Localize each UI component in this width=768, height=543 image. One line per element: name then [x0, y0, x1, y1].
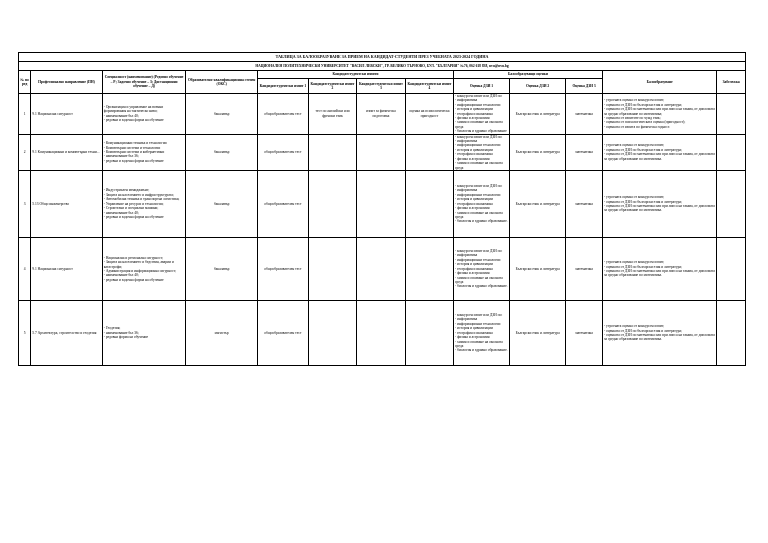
- row-notes: [717, 134, 746, 170]
- row-exam-4: [405, 300, 453, 365]
- row-dzi-1: - конкурсен изпит или ДЗИ по: - информатика - информационни технологии - история и цивилизации - география и икономика - физика и астрономия - химия и опазване на околната среда - биология и здравно образование.: [453, 237, 509, 300]
- header-degree: Образователно-квалификационна степен (ОКС): [186, 71, 257, 94]
- header-dzi-3: Оценка ДЗИ 3: [566, 79, 603, 94]
- header-grades-group: Балообразуващи оценки: [453, 71, 602, 79]
- header-specialty: Специалност (наименование) (Редовно обучение – Р; Задочно обучение – З; Дистанционно обучение – Д): [102, 71, 186, 94]
- row-field: 5.7 Архитектура, строителство и геодезия: [31, 300, 102, 365]
- row-degree: бакалавър: [186, 237, 257, 300]
- row-exam-4: оценка на психологическа пригодност: [405, 94, 453, 135]
- row-num: 1: [19, 94, 31, 135]
- row-exam-3: [356, 237, 405, 300]
- row-exam-2: тест по английски или френски език: [308, 94, 356, 135]
- admission-scoring-table: [18, 52, 746, 366]
- header-exam-1: Кандидатстудентски изпит 1: [257, 79, 308, 94]
- row-dzi-1: - конкурсен изпит или ДЗИ по: - информатика - информационни технологии - история и цивилизации - география и икономика - физика и астрономия - химия и опазване на околната среда - биология и здравно образование.: [453, 300, 509, 365]
- row-num: 4: [19, 237, 31, 300]
- row-num: 3: [19, 170, 31, 237]
- row-dzi-3: математика: [566, 94, 603, 135]
- row-dzi-2: Български език и литература: [510, 94, 566, 135]
- row-specialty: - Национална и регионална сигурност; - Защита на населението и бедствия, аварии и катастрофи; - Администрация и информационна сигурност; - наименование бьз 40; - редовна и задочна форма на обучение: [102, 237, 186, 300]
- row-exam-3: [356, 300, 405, 365]
- row-degree: бакалавър: [186, 94, 257, 135]
- header-exam-3: Кандидатстудентски изпит 3: [356, 79, 405, 94]
- row-exam-1: общообразователен тест: [257, 94, 308, 135]
- header-exams-group: Кандидатстудентски изпити: [257, 71, 453, 79]
- row-num: 5: [19, 300, 31, 365]
- row-field: 9.1 Национална сигурност: [31, 94, 102, 135]
- table-row: [19, 300, 746, 365]
- row-dzi-3: математика: [566, 170, 603, 237]
- row-dzi-2: Български език и литература: [510, 170, 566, 237]
- row-dzi-3: математика: [566, 300, 603, 365]
- row-dzi-2: Български език и литература: [510, 134, 566, 170]
- row-exam-3: изпит за физическа подготовка: [356, 94, 405, 135]
- row-notes: [717, 94, 746, 135]
- row-notes: [717, 300, 746, 365]
- row-exam-1: общообразователен тест: [257, 134, 308, 170]
- row-scoring: - утроената оценка от конкурсен изпит; - оценката от ДЗИ по български език и литература; - оценката от ДЗИ по математика или при липса на такава, от дипломата за средно образование по математика.: [602, 134, 716, 170]
- row-exam-4: [405, 170, 453, 237]
- header-dzi-2: Оценка ДЗИ 2: [510, 79, 566, 94]
- university-subtitle: НАЦИОНАЛЕН ПОЛИТЕХНИЧЕСКИ УНИВЕРСИТЕТ "ВАСИЛ ЛЕВСКИ", ГР. ВЕЛИКО ТЪРНОВО, БУЛ. "БЪЛГАРИЯ" №76, 062 618 838, nvu@nvu.bg: [19, 62, 746, 71]
- row-dzi-2: Български език и литература: [510, 300, 566, 365]
- row-specialty: - Комуникационни техника и технологии - Компютърни системи и технологии - Компютърни системи и кибернетични - наименование бьз 36; - редовна и задочна форма на обучение: [102, 134, 186, 170]
- row-degree: бакалавър: [186, 170, 257, 237]
- row-degree: магистър: [186, 300, 257, 365]
- row-dzi-2: Български език и литература: [510, 237, 566, 300]
- row-dzi-1: - конкурсен изпит или ДЗИ по: - информатика - информационни технологии - история и цивилизации - география и икономика - физика и астрономия - химия и опазване на околната среда - биология и здравно образование: [453, 94, 509, 135]
- row-exam-1: общообразователен тест: [257, 170, 308, 237]
- row-dzi-3: математика: [566, 134, 603, 170]
- header-notes: Забележка: [717, 71, 746, 94]
- table-row: [19, 237, 746, 300]
- table-title: ТАБЛИЦА ЗА БАЛООБРАЗУВАНЕ ЗА ПРИЕМ НА КАНДИДАТ-СТУДЕНТИ ПРЕЗ УЧЕБНАТА 2023-2024 ГОДИНА: [19, 53, 746, 62]
- header-num: № по ред: [19, 71, 31, 94]
- row-exam-1: общообразователен тест: [257, 237, 308, 300]
- row-degree: бакалавър: [186, 134, 257, 170]
- row-exam-4: [405, 237, 453, 300]
- row-exam-2: [308, 134, 356, 170]
- row-scoring: - утроената оценка от конкурсен изпит; - оценката от ДЗИ по български език и литература; - оценката от ДЗИ по математика или при липса на такава, от дипломата за средно образование по математика; - оценката от изпитите по чужд език; - оценката от психологическата оценка (пригодност); - оценката от изпита по физическа годност.: [602, 94, 716, 135]
- row-dzi-1: - конкурсен изпит или ДЗИ по: - информатика - информационни технологии - история и цивилизации - география и икономика - физика и астрономия - химия и опазване на околната среда - биология и здравно образование.: [453, 170, 509, 237]
- row-notes: [717, 170, 746, 237]
- table-row: [19, 170, 746, 237]
- row-exam-2: [308, 300, 356, 365]
- header-exam-2: Кандидатстудентски изпит 2: [308, 79, 356, 94]
- row-dzi-3: математика: [566, 237, 603, 300]
- row-field: 9.1 Комуникационни и компютърни техни...: [31, 134, 102, 170]
- row-specialty: - Индустриален мениджмънт; - Защита на населението и инфраструктурата; - Автомобилна техника и транспортна логистика; - Управление на ресурси и технологии; - Строителни и специални машини; - наименование бьз 40; - редовна и задочна форма на обучение: [102, 170, 186, 237]
- header-dzi-1: Оценка ДЗИ 1: [453, 79, 509, 94]
- row-specialty: - Организация и управление на военни формирования на тактическо ниво; - наименование бьз 40; - редовна и задочна форма на обучение: [102, 94, 186, 135]
- header-scoring: Балообразуване: [602, 71, 716, 94]
- row-exam-2: [308, 170, 356, 237]
- row-exam-1: общообразователен тест: [257, 300, 308, 365]
- row-specialty: - Геодезия; - наименование бьз 36; - редовна форма на обучение: [102, 300, 186, 365]
- row-exam-3: [356, 170, 405, 237]
- table-row: [19, 94, 746, 135]
- row-field: 9.1 Национална сигурност: [31, 237, 102, 300]
- table-row: [19, 134, 746, 170]
- row-field: 5.13 Общо инженерство: [31, 170, 102, 237]
- header-exam-4: Кандидатстудентски изпит 4: [405, 79, 453, 94]
- row-scoring: - утроената оценка от конкурсен изпит; - оценката от ДЗИ по български език и литература; - оценката от ДЗИ по математика или при липса на такава, от дипломата за средно образование по математика.: [602, 170, 716, 237]
- row-exam-2: [308, 237, 356, 300]
- row-dzi-1: - конкурсен изпит или ДЗИ по: - информатика - информационни технологии - история и цивилизации - география и икономика - физика и астрономия - химия и опазване на околната среда: [453, 134, 509, 170]
- row-exam-4: [405, 134, 453, 170]
- header-field: Професионално направление (ПН): [31, 71, 102, 94]
- row-scoring: - утроената оценка от конкурсен изпит; - оценката от ДЗИ по български език и литература; - оценката от ДЗИ по математика или при липса на такава, от дипломата за средно образование по математика.: [602, 300, 716, 365]
- row-notes: [717, 237, 746, 300]
- row-scoring: - утроената оценка от конкурсен изпит; - оценката от ДЗИ по български език и литература; - оценката от ДЗИ по математика или при липса на такава, от дипломата за средно образование по математика.: [602, 237, 716, 300]
- row-num: 2: [19, 134, 31, 170]
- row-exam-3: [356, 134, 405, 170]
